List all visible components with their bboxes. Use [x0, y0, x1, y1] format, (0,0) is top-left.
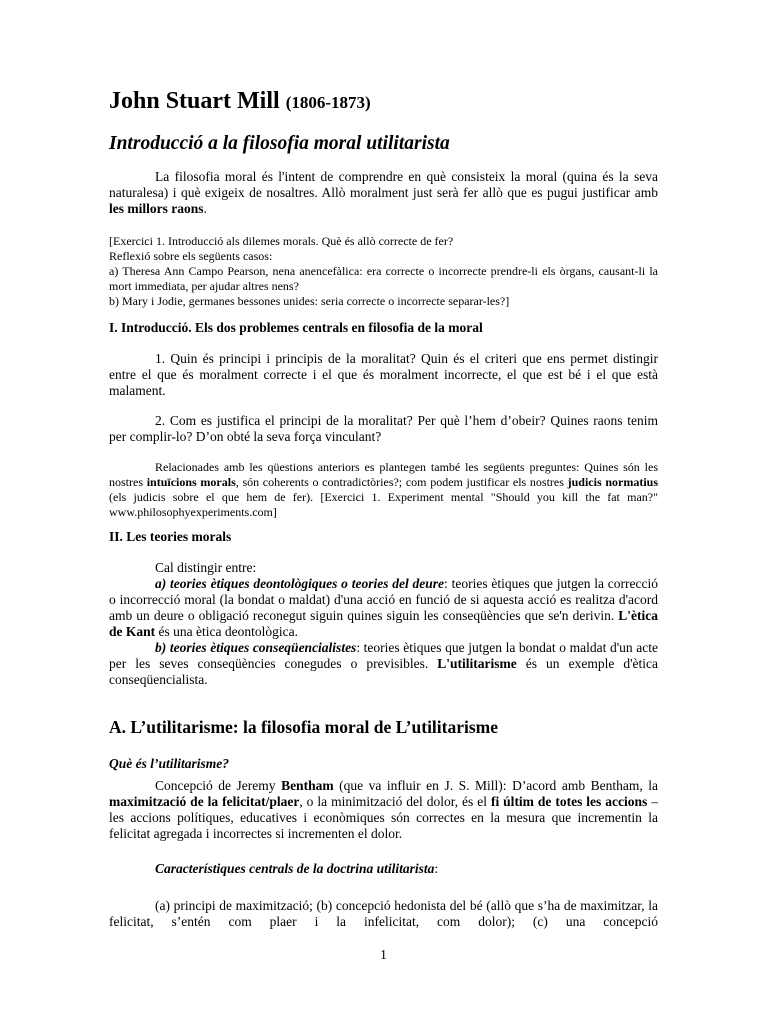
intro-bold-phrase: les millors raons: [109, 201, 204, 216]
exercise-1-line-1: [Exercici 1. Introducció als dilemes morals. Què és allò correcte de fer?: [109, 234, 454, 248]
consequentialist-paragraph: b) teories ètiques conseqüencialistes: teories ètiques que jutgen la bondat o maldat d'un acte per les seves conseqüències conegudes o previsibles. L'utilitarisme és un exemple d'ètica conseqüencialista.: [109, 640, 658, 687]
bentham-paragraph: Concepció de Jeremy Bentham (que va influir en J. S. Mill): D’acord amb Bentham, la maximització de la felicitat/plaer, o la minimització del dolor, és el fi últim de totes les accions –les accions polítiques, educatives i econòmiques són correctes en la mesura que incrementin la felicitat agregada i incorrectes si incrementen el dolor.: [109, 778, 658, 841]
title-dates: (1806-1873): [285, 93, 371, 112]
section-a-heading: A. L’utilitarisme: la filosofia moral de L’utilitarisme: [109, 717, 499, 737]
document-title: [109, 88, 371, 115]
exercise-1-block: [109, 234, 658, 309]
moral-theories-block: [109, 560, 658, 688]
exercise-1-line-2: Reflexió sobre els següents casos:: [109, 249, 273, 263]
section-1-heading: I. Introducció. Els dos problemes centrals en filosofia de la moral: [109, 320, 483, 335]
intro-paragraph: La filosofia moral és l'intent de comprendre en què consisteix la moral (quina és la seva naturalesa) i què exigeix de nosaltres. Allò moralment just serà fer allò que es pugui justificar amb les millors raons.: [109, 169, 658, 216]
what-is-utilitarianism-heading: Què és l’utilitarisme?: [109, 756, 230, 771]
page-number: 1: [380, 947, 387, 962]
section-2-heading: II. Les teories morals: [109, 529, 232, 544]
related-questions-paragraph: Relacionades amb les qüestions anteriors es plantegen també les següents preguntes: Quines són les nostres intuïcions morals, són coherents o contradictòries?; com podem justificar els nostres judicis normatius (els judicis sobre el que hem de fer). [Exercici 1. Experiment mental "Should you kill the fat man?" www.philosophyexperiments.com]: [109, 460, 658, 519]
moral-theories-lead: Cal distingir entre:: [155, 560, 257, 575]
title-name: John Stuart Mill: [109, 88, 280, 114]
central-features-heading: Característiques centrals de la doctrina utilitarista:: [155, 861, 439, 876]
deontological-paragraph: a) teories ètiques deontològiques o teories del deure: teories ètiques que jutgen la correcció o incorrecció moral (la bondat o maldat) d'una acció en funció de si aquesta acció es realitza d'acord amb un deure o obligació reconegut siguin quines siguin les conseqüències que se'n derivin. L'ètica de Kant és una ètica deontològica.: [109, 576, 658, 639]
question-2-paragraph: 2. Com es justifica el principi de la moralitat? Per què l’hem d’obeir? Quines raons tenim per complir-lo? D’on obté la seva força vinculant?: [109, 413, 658, 444]
exercise-1-case-b: b) Mary i Jodie, germanes bessones unides: seria correcte o incorrecte separar-les?]: [109, 294, 510, 308]
document-subtitle: Introducció a la filosofia moral utilitarista: [109, 133, 450, 154]
exercise-1-case-a: a) Theresa Ann Campo Pearson, nena anencefàlica: era correcte o incorrecte prendre-li els òrgans, causant-li la mort immediata, per ajudar altres nens?: [109, 264, 658, 293]
central-features-paragraph: (a) principi de maximització; (b) concepció hedonista del bé (allò que s’ha de maximitzar, la felicitat, s’entén com plaer i la infelicitat, com dolor); (c) una concepció: [109, 898, 658, 929]
question-1-paragraph: 1. Quin és principi i principis de la moralitat? Quin és el criteri que ens permet distingir entre el que és moralment correcte i el que és moralment incorrecte, el que est bé i el que està malament.: [109, 351, 658, 398]
